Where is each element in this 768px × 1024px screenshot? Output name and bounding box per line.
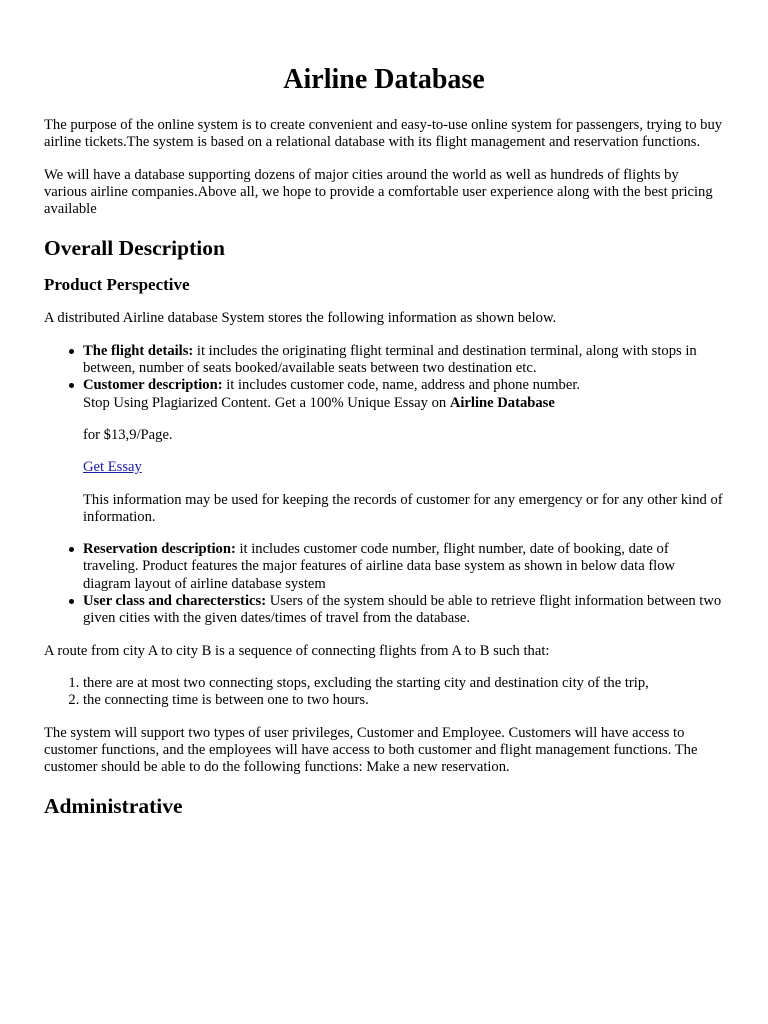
list-item: [83, 541, 724, 593]
list-item-text: it includes customer code, name, address and phone number.: [222, 377, 581, 394]
list-item-term: Reservation description:: [83, 541, 236, 558]
list-item: 1. there are at most two connecting stops, excluding the starting city and destination city of the trip,: [83, 675, 724, 692]
list-item-term: User class and charecterstics:: [83, 593, 267, 610]
list-item-text: it includes the originating flight terminal and destination terminal, along with stops in between, number of seats booked/available seats between two destination etc.: [83, 342, 697, 377]
route-rules-list: [44, 675, 724, 710]
route-intro-paragraph: A route from city A to city B is a sequence of connecting flights from A to B such that:: [44, 642, 550, 659]
get-essay-paragraph: [83, 459, 724, 476]
intro-paragraph-1: The purpose of the online system is to create convenient and easy-to-use online system for passengers, trying to buy airline tickets.The system is based on a relational database with its flight management and reservation functions.: [44, 117, 723, 151]
administrative-heading: Administrative: [44, 794, 183, 819]
intro-paragraph-2: We will have a database supporting dozens of major cities around the world as well as hundreds of flights by various airline companies.Above all, we hope to provide a comfortable user experience along with the best pricing available: [44, 166, 713, 218]
list-item: [83, 343, 724, 378]
page-title: Airline Database: [283, 64, 485, 95]
list-item-text: it includes customer code number, flight number, date of booking, date of traveling. Product features the major features of airline data base system as shown in below data flow diagram layout of airline database system: [83, 541, 676, 592]
info-list-a: [44, 343, 724, 526]
list-item-term: The flight details:: [83, 342, 194, 359]
list-item: 2. the connecting time is between one to two hours.: [83, 692, 724, 709]
overall-description-heading: Overall Description: [44, 236, 225, 261]
product-perspective-heading: Product Perspective: [44, 275, 190, 295]
info-list-b: [44, 541, 724, 627]
promo-essay-title: Airline Database: [449, 394, 555, 411]
info-paragraph: This information may be used for keeping the records of customer for any emergency or for any other kind of information.: [83, 491, 723, 525]
promo-line: [83, 395, 724, 412]
list-item-term: Customer description:: [83, 377, 223, 394]
get-essay-link[interactable]: Get Essay: [83, 459, 142, 476]
list-item-text: Users of the system should be able to retrieve flight information between two given cities with the given dates/times of travel from the database.: [83, 593, 722, 627]
system-paragraph: The system will support two types of user privileges, Customer and Employee. Customers will have access to customer functions, and the employees will have access to both customer and flight management functions. The customer should be able to do the following functions: Make a new reservation.: [44, 724, 698, 776]
list-item: [83, 593, 724, 628]
bullet-icon: [69, 349, 74, 354]
promo-text: Stop Using Plagiarized Content. Get a 100% Unique Essay on: [83, 394, 450, 411]
bullet-icon: [69, 383, 74, 388]
list-item: [83, 377, 724, 526]
promo-price: for $13,9/Page.: [83, 426, 173, 443]
bullet-icon: [69, 547, 74, 552]
bullet-icon: [69, 599, 74, 604]
product-intro-paragraph: A distributed Airline database System stores the following information as shown below.: [44, 310, 557, 327]
